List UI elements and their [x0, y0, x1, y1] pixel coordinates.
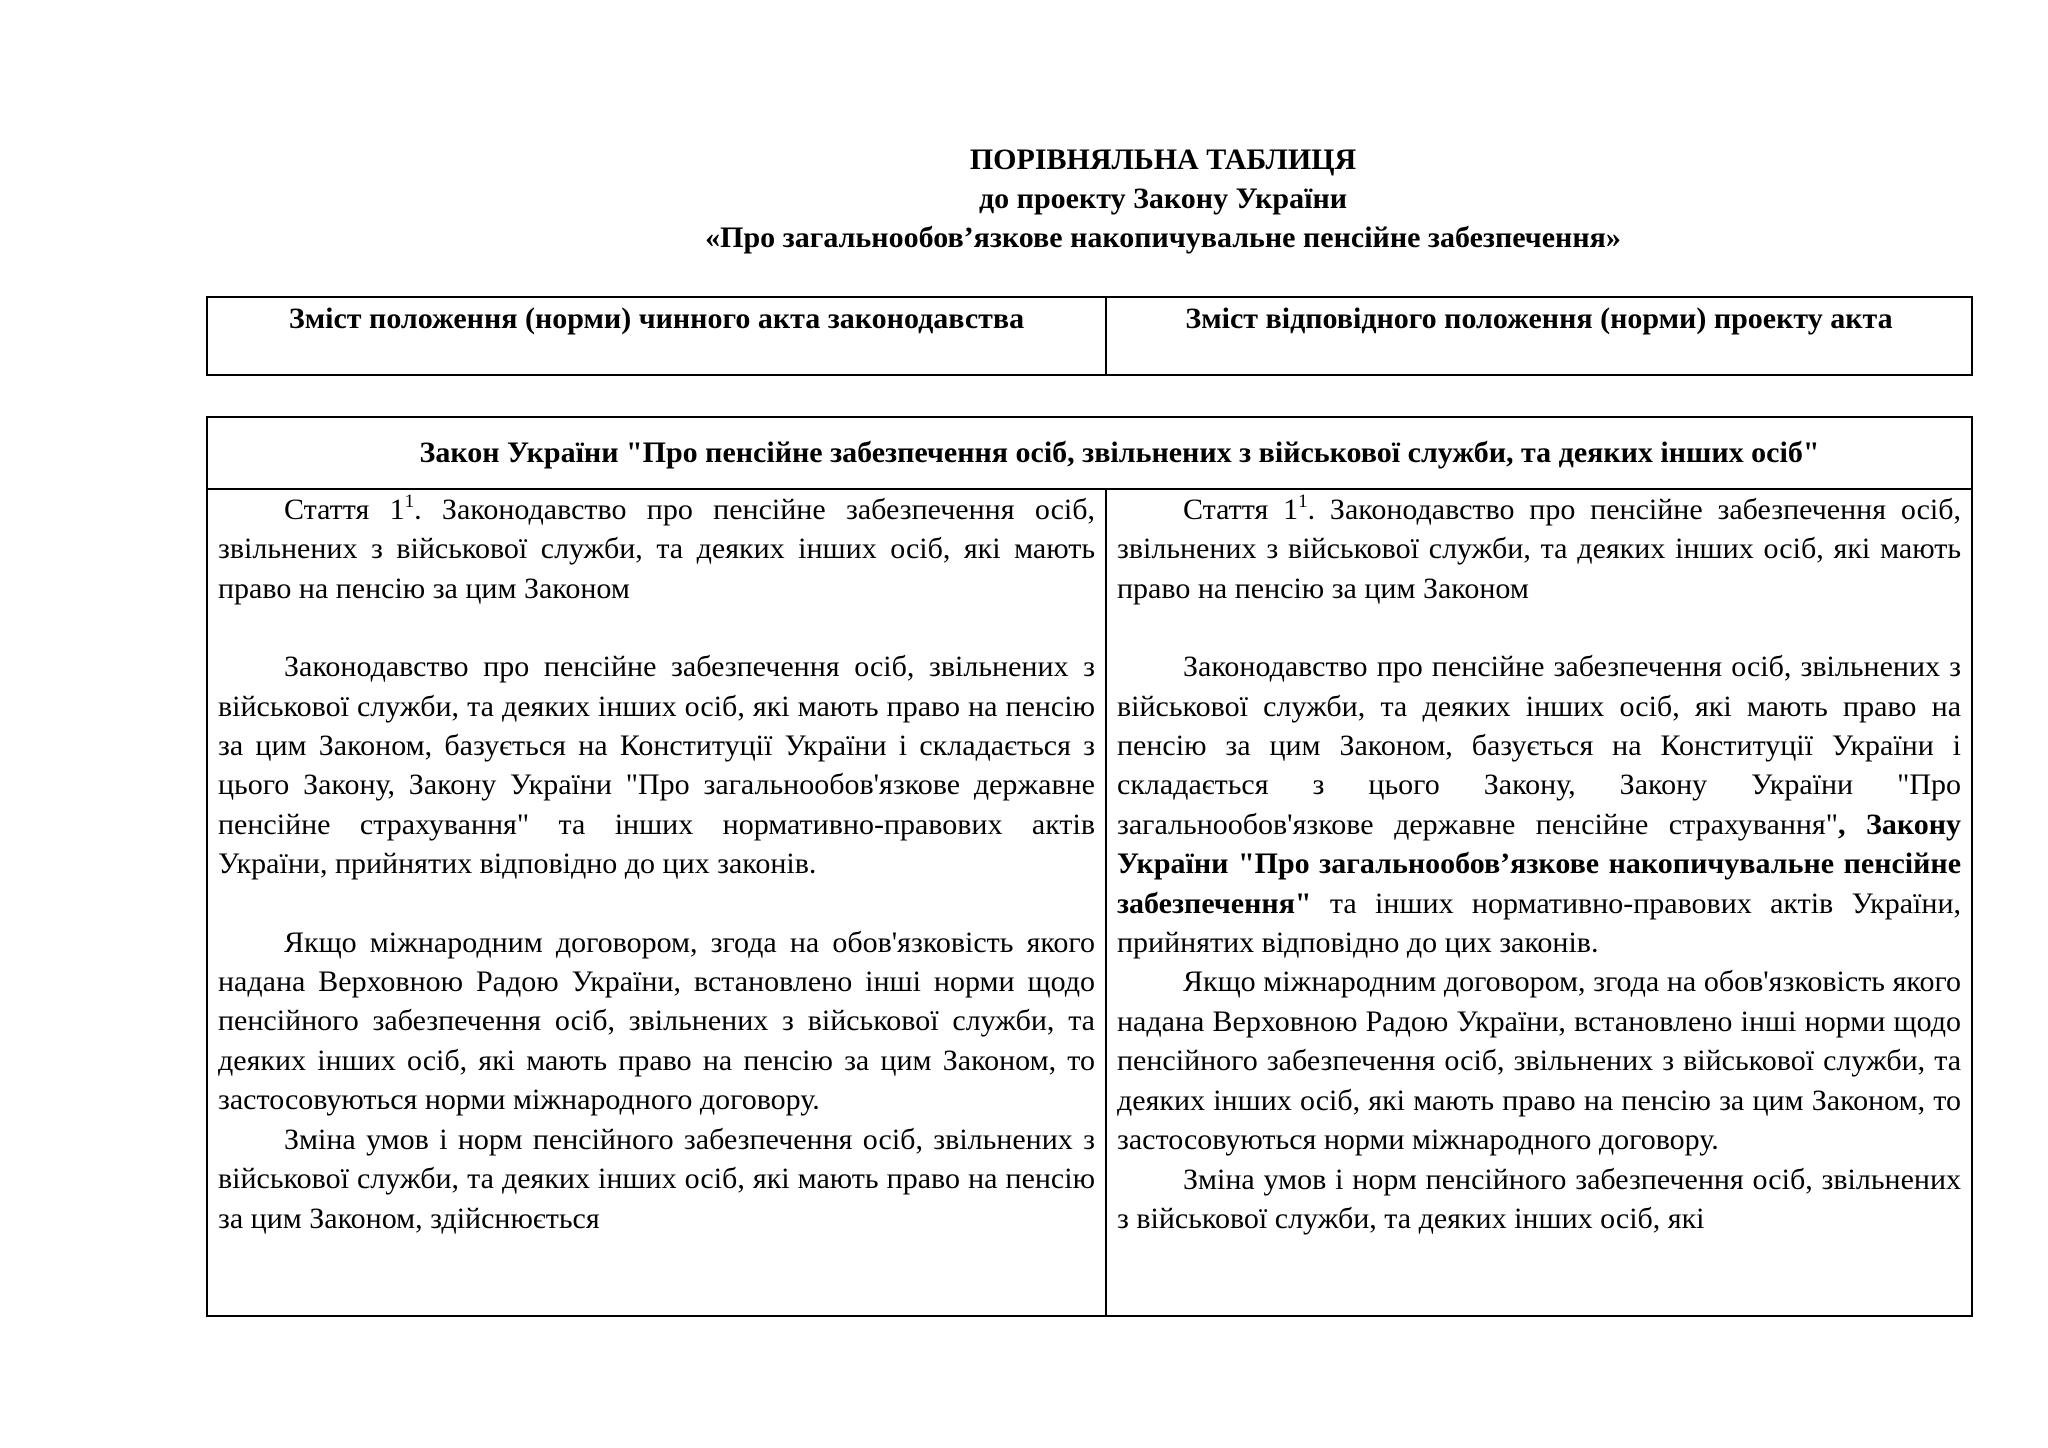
paragraph-current-2: Законодавство про пенсійне забезпечення осіб, звільнених з військової служби, та деяких інших осіб, які мають право на пенсію за цим Законом, базується на Конституції України і складається з цього Закону, Закону України "Про загальнообов'язкове державне пенсійне страхування" та інших нормативно-правових актів України, прийнятих відповідно до цих законів. [218, 650, 1095, 881]
paragraph-current-4: Зміна умов і норм пенсійного забезпечення осіб, звільнених з військової служби, та деяких інших осіб, які мають право на пенсію за цим Законом, здійснюється [218, 1122, 1095, 1235]
header-current-column: Зміст положення (норми) чинного акта законодавства [207, 297, 1106, 375]
header-table [206, 296, 1973, 376]
title-line-1: ПОРІВНЯЛЬНА ТАБЛИЦЯ [969, 143, 1357, 176]
document-title [206, 140, 1970, 257]
paragraph-proposed-2: Законодавство про пенсійне забезпечення осіб, звільнених з військової служби, та деяких інших осіб, які мають право на пенсію за цим Законом, базується на Конституції України і складається з цього Закону, Закону України "Про загальнообов'язкове державне пенсійне страхування", Закону України "Про загальнообов’язкове накопичувальне пенсійне забезпечення" та інших нормативно-правових актів України, прийнятих відповідно до цих законів. [1117, 650, 1962, 960]
comparison-table [206, 416, 1973, 1317]
paragraph-current-3: Якщо міжнародним договором, згода на обов'язковість якого надана Верховною Радою України, встановлено інші норми щодо пенсійного забезпечення осіб, звільнених з військової служби, та деяких інших осіб, які мають право на пенсію за цим Законом, то застосовуються норми міжнародного договору. [218, 925, 1095, 1117]
paragraph-proposed-4: Зміна умов і норм пенсійного забезпечення осіб, звільнених з військової служби, та деяких інших осіб, які [1117, 1162, 1962, 1235]
article-heading-current: Стаття $1^1$. Законодавство про пенсійне забезпечення осіб, звільнених з військової служби, та деяких інших осіб, які мають право на пенсію за цим Законом [218, 491, 1095, 605]
law-title-row: Закон України "Про пенсійне забезпечення осіб, звільнених з військової служби, та деяких інших осіб" [207, 417, 1972, 489]
current-text-cell [207, 489, 1106, 1316]
amendment-highlight: , Закону України "Про загальнообов’язкове накопичувальне пенсійне забезпечення" [1117, 807, 1962, 920]
header-proposed-column: Зміст відповідного положення (норми) проекту акта [1106, 297, 1972, 375]
title-line-2: до проекту Закону України [978, 182, 1348, 215]
title-line-3: «Про загальнообов’язкове накопичувальне пенсійне забезпечення» [705, 221, 1621, 254]
paragraph-proposed-3: Якщо міжнародним договором, згода на обов'язковість якого надана Верховною Радою України, встановлено інші норми щодо пенсійного забезпечення осіб, звільнених з військової служби, та деяких інших осіб, які мають право на пенсію за цим Законом, то застосовуються норми міжнародного договору. [1117, 965, 1962, 1157]
article-heading-proposed: Стаття $1^1$. Законодавство про пенсійне забезпечення осіб, звільнених з військової служби, та деяких інших осіб, які мають право на пенсію за цим Законом [1117, 491, 1962, 605]
proposed-text-cell [1106, 489, 1972, 1316]
